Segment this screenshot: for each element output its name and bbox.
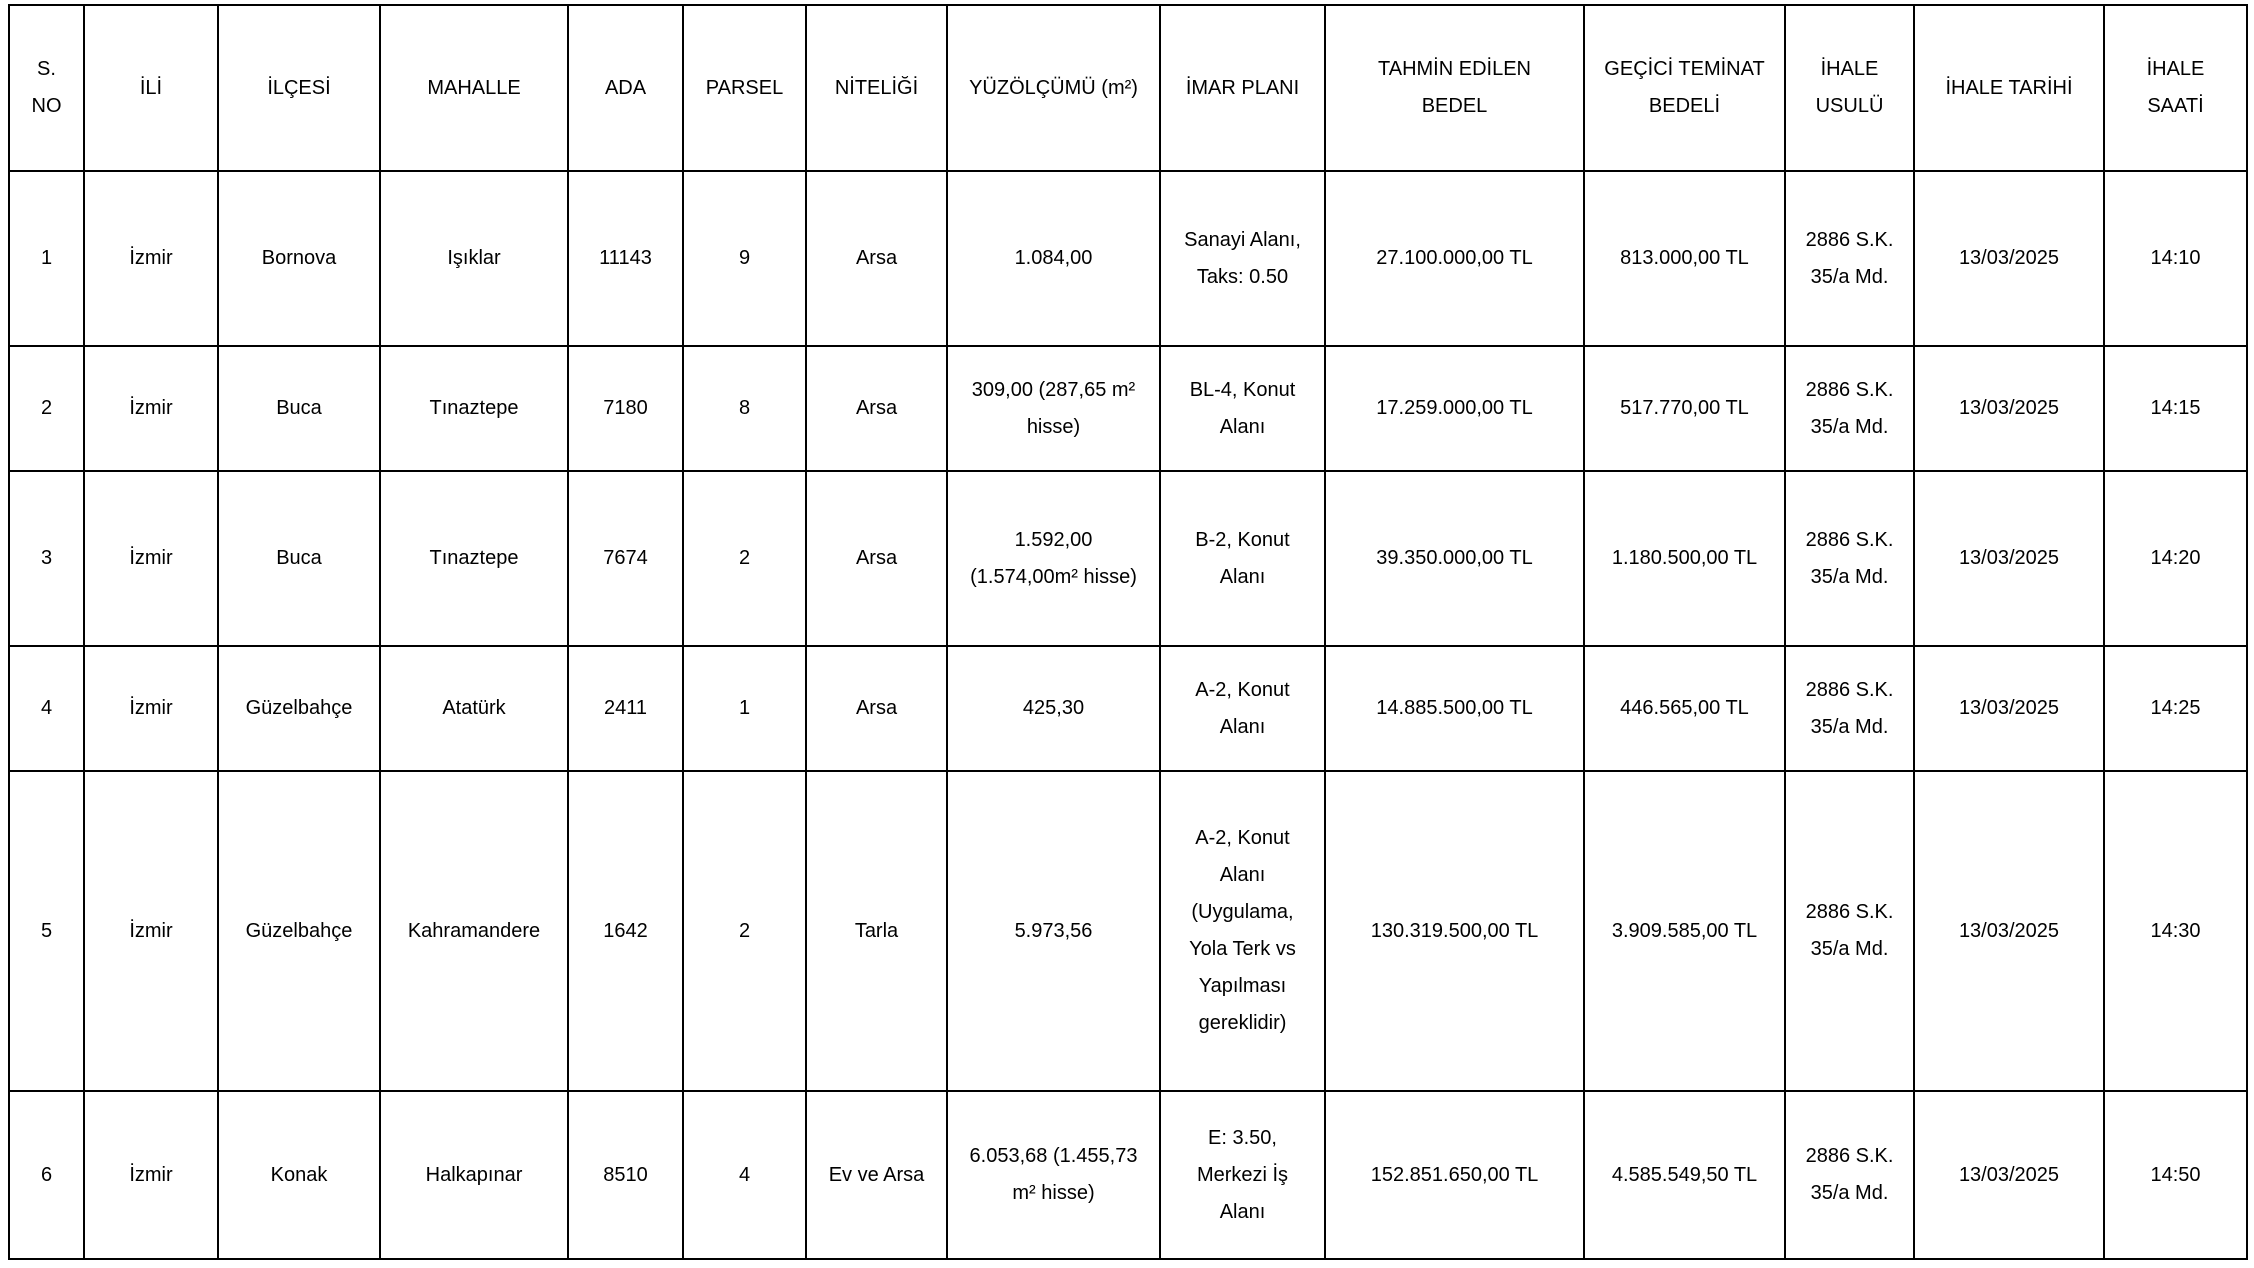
- table-row: [9, 771, 2247, 1091]
- table-cell-gecici: 1.180.500,00 TL: [1584, 471, 1785, 646]
- table-cell-niteligi: Arsa: [806, 171, 947, 346]
- table-cell-mahalle: Kahramandere: [380, 771, 568, 1091]
- table-cell-usul: 2886 S.K. 35/a Md.: [1785, 471, 1914, 646]
- table-cell-ada: 7674: [568, 471, 683, 646]
- table-row: [9, 346, 2247, 471]
- table-cell-mahalle: Tınaztepe: [380, 346, 568, 471]
- table-cell-ada: 8510: [568, 1091, 683, 1259]
- table-cell-sno: 4: [9, 646, 84, 771]
- table-cell-ili: İzmir: [84, 771, 218, 1091]
- table-cell-mahalle: Tınaztepe: [380, 471, 568, 646]
- table-cell-sno: 1: [9, 171, 84, 346]
- table-cell-yuzolcumu: 425,30: [947, 646, 1160, 771]
- table-cell-yuzolcumu: 1.592,00 (1.574,00m² hisse): [947, 471, 1160, 646]
- column-header-gecici-teminat-bedeli: GEÇİCİ TEMİNAT BEDELİ: [1584, 5, 1785, 171]
- table-cell-ilcesi: Buca: [218, 471, 380, 646]
- column-header-imar-plani: İMAR PLANI: [1160, 5, 1325, 171]
- table-cell-ilcesi: Konak: [218, 1091, 380, 1259]
- column-header-niteligi: NİTELİĞİ: [806, 5, 947, 171]
- table-cell-niteligi: Arsa: [806, 646, 947, 771]
- table-cell-parsel: 8: [683, 346, 806, 471]
- table-cell-tahmin: 152.851.650,00 TL: [1325, 1091, 1584, 1259]
- table-cell-parsel: 2: [683, 471, 806, 646]
- table-cell-tarih: 13/03/2025: [1914, 471, 2104, 646]
- column-header-sno: S. NO: [9, 5, 84, 171]
- column-header-ilcesi: İLÇESİ: [218, 5, 380, 171]
- table-cell-tahmin: 130.319.500,00 TL: [1325, 771, 1584, 1091]
- table-cell-niteligi: Arsa: [806, 471, 947, 646]
- table-cell-gecici: 446.565,00 TL: [1584, 646, 1785, 771]
- table-cell-sno: 6: [9, 1091, 84, 1259]
- table-cell-parsel: 9: [683, 171, 806, 346]
- table-cell-mahalle: Atatürk: [380, 646, 568, 771]
- table-cell-saat: 14:15: [2104, 346, 2247, 471]
- column-header-yuzolcumu: YÜZÖLÇÜMÜ (m²): [947, 5, 1160, 171]
- table-cell-usul: 2886 S.K. 35/a Md.: [1785, 171, 1914, 346]
- table-cell-gecici: 517.770,00 TL: [1584, 346, 1785, 471]
- table-cell-tarih: 13/03/2025: [1914, 1091, 2104, 1259]
- table-cell-sno: 2: [9, 346, 84, 471]
- table-row: [9, 646, 2247, 771]
- auction-table-body: [9, 171, 2247, 1259]
- table-cell-gecici: 813.000,00 TL: [1584, 171, 1785, 346]
- table-cell-tahmin: 17.259.000,00 TL: [1325, 346, 1584, 471]
- table-cell-saat: 14:25: [2104, 646, 2247, 771]
- table-cell-niteligi: Ev ve Arsa: [806, 1091, 947, 1259]
- table-cell-sno: 5: [9, 771, 84, 1091]
- table-cell-tarih: 13/03/2025: [1914, 771, 2104, 1091]
- table-cell-yuzolcumu: 1.084,00: [947, 171, 1160, 346]
- table-cell-saat: 14:10: [2104, 171, 2247, 346]
- table-cell-usul: 2886 S.K. 35/a Md.: [1785, 1091, 1914, 1259]
- column-header-ili: İLİ: [84, 5, 218, 171]
- auction-table: [8, 4, 2248, 1260]
- table-cell-yuzolcumu: 5.973,56: [947, 771, 1160, 1091]
- table-cell-ili: İzmir: [84, 471, 218, 646]
- table-cell-ada: 1642: [568, 771, 683, 1091]
- table-row: [9, 1091, 2247, 1259]
- table-cell-ada: 11143: [568, 171, 683, 346]
- column-header-parsel: PARSEL: [683, 5, 806, 171]
- table-cell-parsel: 2: [683, 771, 806, 1091]
- column-header-mahalle: MAHALLE: [380, 5, 568, 171]
- table-cell-saat: 14:30: [2104, 771, 2247, 1091]
- table-cell-tarih: 13/03/2025: [1914, 346, 2104, 471]
- table-cell-niteligi: Tarla: [806, 771, 947, 1091]
- table-cell-niteligi: Arsa: [806, 346, 947, 471]
- header-row: [9, 5, 2247, 171]
- table-cell-tahmin: 27.100.000,00 TL: [1325, 171, 1584, 346]
- table-cell-imar: A-2, Konut Alanı (Uygulama, Yola Terk vs Yapılması gereklidir): [1160, 771, 1325, 1091]
- table-cell-mahalle: Işıklar: [380, 171, 568, 346]
- table-cell-tahmin: 39.350.000,00 TL: [1325, 471, 1584, 646]
- table-cell-yuzolcumu: 6.053,68 (1.455,73 m² hisse): [947, 1091, 1160, 1259]
- table-cell-mahalle: Halkapınar: [380, 1091, 568, 1259]
- table-cell-tarih: 13/03/2025: [1914, 646, 2104, 771]
- table-cell-usul: 2886 S.K. 35/a Md.: [1785, 646, 1914, 771]
- table-cell-ilcesi: Buca: [218, 346, 380, 471]
- table-cell-imar: E: 3.50, Merkezi İş Alanı: [1160, 1091, 1325, 1259]
- table-cell-ilcesi: Güzelbahçe: [218, 771, 380, 1091]
- table-cell-parsel: 1: [683, 646, 806, 771]
- column-header-ihale-tarihi: İHALE TARİHİ: [1914, 5, 2104, 171]
- table-row: [9, 171, 2247, 346]
- table-cell-saat: 14:20: [2104, 471, 2247, 646]
- table-cell-ilcesi: Bornova: [218, 171, 380, 346]
- table-cell-ili: İzmir: [84, 346, 218, 471]
- column-header-ihale-usulu: İHALE USULÜ: [1785, 5, 1914, 171]
- table-cell-ilcesi: Güzelbahçe: [218, 646, 380, 771]
- table-cell-ada: 7180: [568, 346, 683, 471]
- auction-table-header: [9, 5, 2247, 171]
- column-header-ada: ADA: [568, 5, 683, 171]
- table-cell-gecici: 3.909.585,00 TL: [1584, 771, 1785, 1091]
- table-cell-yuzolcumu: 309,00 (287,65 m² hisse): [947, 346, 1160, 471]
- table-cell-usul: 2886 S.K. 35/a Md.: [1785, 346, 1914, 471]
- table-cell-ili: İzmir: [84, 1091, 218, 1259]
- column-header-tahmin-edilen-bedel: TAHMİN EDİLEN BEDEL: [1325, 5, 1584, 171]
- table-cell-imar: B-2, Konut Alanı: [1160, 471, 1325, 646]
- table-cell-tarih: 13/03/2025: [1914, 171, 2104, 346]
- table-cell-ili: İzmir: [84, 171, 218, 346]
- table-cell-parsel: 4: [683, 1091, 806, 1259]
- table-cell-tahmin: 14.885.500,00 TL: [1325, 646, 1584, 771]
- table-cell-imar: Sanayi Alanı, Taks: 0.50: [1160, 171, 1325, 346]
- table-cell-usul: 2886 S.K. 35/a Md.: [1785, 771, 1914, 1091]
- table-row: [9, 471, 2247, 646]
- column-header-ihale-saati: İHALE SAATİ: [2104, 5, 2247, 171]
- table-cell-gecici: 4.585.549,50 TL: [1584, 1091, 1785, 1259]
- table-cell-imar: A-2, Konut Alanı: [1160, 646, 1325, 771]
- table-cell-ili: İzmir: [84, 646, 218, 771]
- table-cell-sno: 3: [9, 471, 84, 646]
- table-cell-saat: 14:50: [2104, 1091, 2247, 1259]
- table-cell-ada: 2411: [568, 646, 683, 771]
- table-cell-imar: BL-4, Konut Alanı: [1160, 346, 1325, 471]
